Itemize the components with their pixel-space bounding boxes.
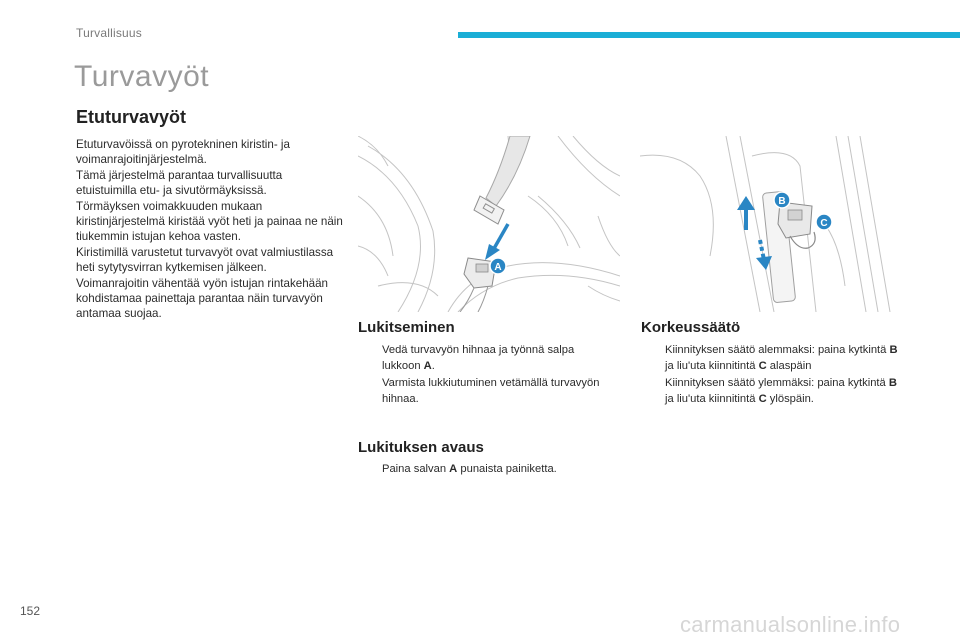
list-item: Kiinnityksen säätö ylemmäksi: paina kytkintä B ja liu'uta kiinnitintä C ylöspäin. xyxy=(665,377,897,405)
intro-paragraph: Tämä järjestelmä parantaa turvallisuutta etuistuimilla etu- ja sivutörmäyksissä. xyxy=(76,168,283,198)
height-adjuster-illustration xyxy=(640,136,902,312)
callout-a-label: A xyxy=(494,262,502,273)
list-item: Vedä turvavyön hihnaa ja työnnä salpa lukkoon A. xyxy=(382,344,575,372)
callout-c-label: C xyxy=(820,218,828,229)
front-seatbelts-heading: Etuturvavyöt xyxy=(76,107,187,127)
unlocking-heading: Lukituksen avaus xyxy=(358,439,484,456)
height-adjuster-drawing xyxy=(640,136,902,312)
page-number: 152 xyxy=(20,604,41,618)
buckle-drawing xyxy=(358,136,620,312)
page-title: Turvavyöt xyxy=(74,60,210,93)
section-label: Turvallisuus xyxy=(76,26,142,40)
locking-list xyxy=(358,343,608,409)
height-adjustment-list xyxy=(641,343,903,409)
height-adjustment-heading: Korkeussäätö xyxy=(641,319,741,336)
callout-b-label: B xyxy=(778,196,786,207)
intro-paragraph: Kiristimillä varustetut turvavyöt ovat valmiustilassa heti sytytysvirran kytkemisen jälkeen. xyxy=(76,245,334,275)
intro-paragraph: Etuturvavöissä on pyrotekninen kiristin- ja voimanrajoitinjärjestelmä. xyxy=(76,138,290,167)
intro-paragraph: Törmäyksen voimakkuuden mukaan kiristinjärjestelmä kiristää vyöt heti ja painaa ne näin tiukemmin istujan kehoa vasten. xyxy=(76,199,343,244)
buckle-illustration xyxy=(358,136,620,312)
intro-paragraph: Voimanrajoitin vähentää vyön istujan rintakehään kohdistamaa painettaja parantaa näin turvavyön antamaa suojaa. xyxy=(76,276,329,321)
header-accent-bar xyxy=(458,32,960,38)
list-item: Varmista lukkiutuminen vetämällä turvavyön hihnaa. xyxy=(382,377,600,405)
locking-heading: Lukitseminen xyxy=(358,319,455,336)
list-item: Kiinnityksen säätö alemmaksi: paina kytkintä B ja liu'uta kiinnitintä C alaspäin xyxy=(665,344,898,372)
intro-text xyxy=(76,137,344,322)
list-item: Paina salvan A punaista painiketta. xyxy=(382,463,557,475)
watermark: carmanualsonline.info xyxy=(680,612,901,637)
unlocking-list xyxy=(358,462,608,480)
